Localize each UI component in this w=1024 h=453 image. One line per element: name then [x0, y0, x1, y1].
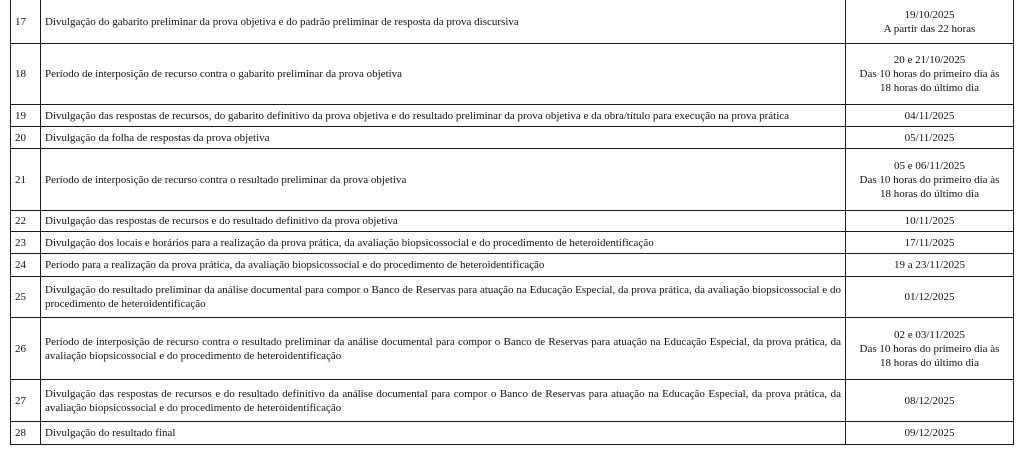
date-line: Das 10 horas do primeiro dia às: [859, 68, 1000, 80]
row-date: [846, 127, 1014, 149]
row-number: 17: [11, 0, 41, 44]
row-description: Divulgação dos locais e horários para a realização da prova prática, da avaliação biopsicossocial e do procedimento de heteroidentificação: [41, 232, 846, 254]
table-row: [11, 277, 1014, 318]
row-number: 24: [11, 254, 41, 277]
table-row: [11, 211, 1014, 232]
row-date: [846, 105, 1014, 127]
date-line: 18 horas do último dia: [880, 356, 979, 369]
row-date: [846, 380, 1014, 422]
row-number: 20: [11, 127, 41, 149]
row-number: 18: [11, 44, 41, 105]
table-row: [11, 127, 1014, 149]
date-line: Das 10 horas do primeiro dia às: [859, 173, 1000, 186]
row-description: Divulgação das respostas de recursos e do resultado definitivo da análise documental para compor o Banco de Reservas para atuação na Educação Especial, da prova prática, da avaliação biopsicossocial e do procedimento de heteroidentificação: [41, 380, 846, 422]
table-row: [11, 232, 1014, 254]
row-number: 19: [11, 105, 41, 127]
schedule-table-container: [10, 0, 1013, 445]
date-line: A partir das 22 horas: [883, 22, 976, 35]
date-line: 08/12/2025: [904, 394, 955, 407]
table-row: [11, 105, 1014, 127]
row-number: 23: [11, 232, 41, 254]
date-line: 20 e 21/10/2025: [893, 54, 966, 66]
row-number: 27: [11, 380, 41, 422]
table-row: [11, 380, 1014, 422]
date-line: 19/10/2025: [904, 8, 955, 21]
date-line: 04/11/2025: [904, 109, 955, 122]
row-description: Divulgação das respostas de recursos e do resultado definitivo da prova objetiva: [41, 211, 846, 232]
row-description: Divulgação do resultado final: [41, 422, 846, 445]
row-description: Divulgação da folha de respostas da prova objetiva: [41, 127, 846, 149]
date-line: 05/11/2025: [904, 131, 955, 144]
row-description: Divulgação das respostas de recursos, do gabarito definitivo da prova objetiva e do resultado preliminar da prova objetiva e da obra/título para execução na prova prática: [41, 105, 846, 127]
row-number: 21: [11, 149, 41, 211]
row-description: Período de interposição de recurso contra o resultado preliminar da prova objetiva: [41, 149, 846, 211]
date-line: 18 horas do último dia: [880, 187, 979, 200]
date-line: Das 10 horas do primeiro dia às: [859, 342, 1000, 355]
table-row: [11, 318, 1014, 380]
table-row: [11, 149, 1014, 211]
row-date: [846, 254, 1014, 277]
schedule-table: [10, 0, 1014, 445]
row-date: [846, 318, 1014, 380]
row-date: [846, 422, 1014, 445]
row-date: [846, 149, 1014, 211]
table-row: [11, 0, 1014, 44]
table-row: [11, 254, 1014, 277]
row-number: 28: [11, 422, 41, 445]
date-line: 10/11/2025: [904, 215, 955, 227]
row-date: [846, 44, 1014, 105]
row-description: Divulgação do resultado preliminar da análise documental para compor o Banco de Reservas para atuação na Educação Especial, da prova prática, da avaliação biopsicossocial e do procedimento de heteroidentificação: [41, 277, 846, 318]
table-row: [11, 422, 1014, 445]
date-line: 17/11/2025: [904, 236, 955, 249]
row-description: Período de interposição de recurso contra o gabarito preliminar da prova objetiva: [41, 44, 846, 105]
row-date: [846, 277, 1014, 318]
row-date: [846, 0, 1014, 44]
date-line: 05 e 06/11/2025: [893, 159, 966, 172]
row-number: 26: [11, 318, 41, 380]
date-line: 02 e 03/11/2025: [893, 328, 966, 341]
row-date: [846, 211, 1014, 232]
date-line: 18 horas do último dia: [880, 82, 979, 94]
row-description: Período de interposição de recurso contra o resultado preliminar da análise documental para compor o Banco de Reservas para atuação na Educação Especial, da prova prática, da avaliação biopsicossocial e do procedimento de heteroidentificação: [41, 318, 846, 380]
table-row: [11, 44, 1014, 105]
row-description: Divulgação do gabarito preliminar da prova objetiva e do padrão preliminar de resposta da prova discursiva: [41, 0, 846, 44]
date-line: 09/12/2025: [904, 427, 955, 439]
date-line: 01/12/2025: [904, 291, 955, 303]
row-number: 22: [11, 211, 41, 232]
date-line: 19 a 23/11/2025: [893, 259, 966, 271]
row-date: [846, 232, 1014, 254]
row-number: 25: [11, 277, 41, 318]
schedule-table-body: [11, 0, 1014, 445]
row-description: Período para a realização da prova prática, da avaliação biopsicossocial e do procedimento de heteroidentificação: [41, 254, 846, 277]
